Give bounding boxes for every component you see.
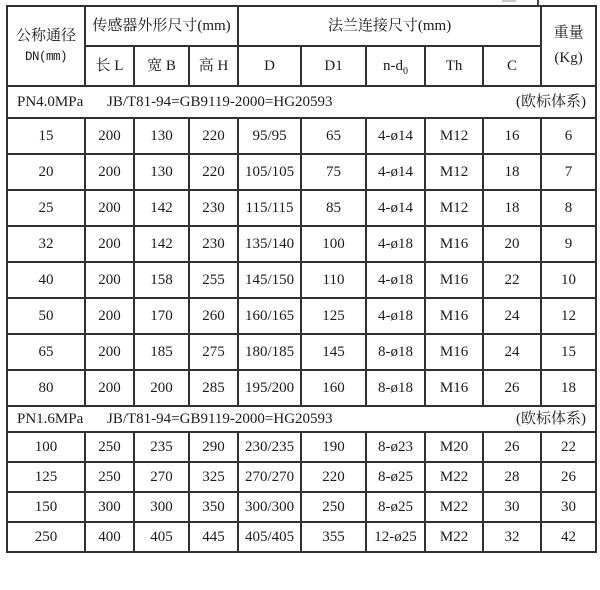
header-sensor-dimensions-group: 传感器外形尺寸(mm)	[85, 6, 238, 46]
table-row	[7, 298, 596, 334]
standard-codes-label: JB/T81-94=GB9119-2000=HG20593	[107, 93, 333, 110]
cell-D: 195/200	[238, 370, 301, 406]
cell-length-L: 250	[85, 462, 134, 492]
cell-width-B: 185	[134, 334, 189, 370]
cell-D1: 250	[301, 492, 366, 522]
cell-length-L: 300	[85, 492, 134, 522]
section-header-cell	[7, 86, 596, 118]
cell-C: 28	[483, 462, 541, 492]
section-header-cell	[7, 406, 596, 432]
header-col-D: D	[238, 46, 301, 86]
cell-C: 24	[483, 298, 541, 334]
cell-D: 160/165	[238, 298, 301, 334]
cell-Th: M16	[425, 370, 483, 406]
cell-height-H: 275	[189, 334, 238, 370]
cell-height-H: 445	[189, 522, 238, 552]
header-group-row	[7, 6, 596, 46]
cell-weight-kg: 8	[541, 190, 596, 226]
cell-weight-kg: 9	[541, 226, 596, 262]
cell-Th: M20	[425, 432, 483, 462]
table-row	[7, 154, 596, 190]
cell-C: 22	[483, 262, 541, 298]
cell-n-d0: 8-ø18	[366, 334, 425, 370]
cropped-text-artifact	[502, 0, 516, 2]
cell-width-B: 142	[134, 190, 189, 226]
standard-system-label: (欧标体系)	[516, 93, 587, 110]
cell-length-L: 200	[85, 262, 134, 298]
cell-n-d0: 8-ø18	[366, 370, 425, 406]
cell-n-d0: 4-ø14	[366, 118, 425, 154]
header-col-width-B: 宽 B	[134, 46, 189, 86]
cell-D1: 85	[301, 190, 366, 226]
cell-width-B: 235	[134, 432, 189, 462]
cell-D: 105/105	[238, 154, 301, 190]
cell-width-B: 270	[134, 462, 189, 492]
cell-length-L: 400	[85, 522, 134, 552]
section-header-content	[8, 410, 595, 429]
cell-weight-kg: 15	[541, 334, 596, 370]
cell-C: 32	[483, 522, 541, 552]
cell-length-L: 200	[85, 118, 134, 154]
cell-C: 18	[483, 190, 541, 226]
section-header-content	[8, 93, 595, 112]
cell-width-B: 130	[134, 154, 189, 190]
cell-dn: 250	[7, 522, 85, 552]
cell-D: 230/235	[238, 432, 301, 462]
cell-length-L: 200	[85, 370, 134, 406]
cell-length-L: 200	[85, 298, 134, 334]
header-col-n-d0	[366, 46, 425, 86]
cell-Th: M16	[425, 334, 483, 370]
table-row	[7, 190, 596, 226]
table-row	[7, 334, 596, 370]
cell-dn: 80	[7, 370, 85, 406]
table-row	[7, 370, 596, 406]
cell-length-L: 200	[85, 226, 134, 262]
cell-D1: 125	[301, 298, 366, 334]
cell-height-H: 325	[189, 462, 238, 492]
cell-D1: 100	[301, 226, 366, 262]
cell-weight-kg: 7	[541, 154, 596, 190]
cell-D1: 190	[301, 432, 366, 462]
cell-Th: M22	[425, 522, 483, 552]
pressure-rating-label: PN4.0MPa	[17, 93, 84, 110]
cell-dn: 25	[7, 190, 85, 226]
table-row	[7, 262, 596, 298]
cell-dn: 32	[7, 226, 85, 262]
cell-n-d0: 8-ø23	[366, 432, 425, 462]
pressure-rating-label: PN1.6MPa	[17, 410, 84, 427]
weight-label: 重量	[553, 25, 584, 42]
cell-width-B: 170	[134, 298, 189, 334]
cell-n-d0: 4-ø18	[366, 262, 425, 298]
cell-Th: M16	[425, 298, 483, 334]
header-col-length-L: 长 L	[85, 46, 134, 86]
cell-dn: 150	[7, 492, 85, 522]
cell-length-L: 200	[85, 190, 134, 226]
cell-Th: M16	[425, 226, 483, 262]
cell-Th: M12	[425, 190, 483, 226]
cell-weight-kg: 26	[541, 462, 596, 492]
cell-height-H: 260	[189, 298, 238, 334]
cell-C: 24	[483, 334, 541, 370]
cell-n-d0: 4-ø14	[366, 190, 425, 226]
cell-D1: 145	[301, 334, 366, 370]
header-col-height-H: 高 H	[189, 46, 238, 86]
cell-height-H: 285	[189, 370, 238, 406]
cell-D: 270/270	[238, 462, 301, 492]
table-row	[7, 118, 596, 154]
cell-D1: 65	[301, 118, 366, 154]
table-row	[7, 462, 596, 492]
nominal-diameter-label: 公称通径	[15, 27, 76, 44]
cell-Th: M22	[425, 462, 483, 492]
table-row	[7, 522, 596, 552]
cell-height-H: 350	[189, 492, 238, 522]
cell-dn: 50	[7, 298, 85, 334]
cell-length-L: 200	[85, 154, 134, 190]
cell-width-B: 142	[134, 226, 189, 262]
cell-n-d0: 4-ø14	[366, 154, 425, 190]
cell-dn: 125	[7, 462, 85, 492]
cell-weight-kg: 10	[541, 262, 596, 298]
cell-weight-kg: 42	[541, 522, 596, 552]
cell-D: 405/405	[238, 522, 301, 552]
header-col-D1: D1	[301, 46, 366, 86]
cell-D1: 220	[301, 462, 366, 492]
header-weight	[541, 6, 596, 86]
standard-system-label: (欧标体系)	[516, 410, 587, 427]
standard-codes-label: JB/T81-94=GB9119-2000=HG20593	[107, 410, 333, 427]
cell-height-H: 230	[189, 226, 238, 262]
cell-height-H: 220	[189, 154, 238, 190]
cell-width-B: 130	[134, 118, 189, 154]
header-sub-row	[7, 46, 596, 86]
cell-width-B: 158	[134, 262, 189, 298]
cell-D: 115/115	[238, 190, 301, 226]
cell-C: 26	[483, 370, 541, 406]
header-nominal-diameter	[7, 6, 85, 86]
cell-Th: M12	[425, 118, 483, 154]
table-row	[7, 492, 596, 522]
cell-length-L: 250	[85, 432, 134, 462]
cell-width-B: 405	[134, 522, 189, 552]
section-header-row	[7, 86, 596, 118]
cell-weight-kg: 12	[541, 298, 596, 334]
cell-dn: 65	[7, 334, 85, 370]
header-col-Th: Th	[425, 46, 483, 86]
cell-height-H: 220	[189, 118, 238, 154]
cell-width-B: 300	[134, 492, 189, 522]
weight-unit: (Kg)	[554, 50, 583, 66]
dimension-spec-table	[6, 5, 597, 553]
nominal-diameter-unit: DN(mm)	[24, 49, 67, 64]
cell-length-L: 200	[85, 334, 134, 370]
cell-weight-kg: 22	[541, 432, 596, 462]
section-header-row	[7, 406, 596, 432]
cell-height-H: 290	[189, 432, 238, 462]
cell-weight-kg: 6	[541, 118, 596, 154]
cell-n-d0: 12-ø25	[366, 522, 425, 552]
cell-weight-kg: 30	[541, 492, 596, 522]
cell-Th: M12	[425, 154, 483, 190]
cell-height-H: 255	[189, 262, 238, 298]
cell-C: 16	[483, 118, 541, 154]
header-col-C: C	[483, 46, 541, 86]
cell-D: 300/300	[238, 492, 301, 522]
cell-C: 26	[483, 432, 541, 462]
cell-D: 135/140	[238, 226, 301, 262]
cell-dn: 100	[7, 432, 85, 462]
table-body	[7, 86, 596, 552]
cell-C: 20	[483, 226, 541, 262]
cell-n-d0: 8-ø25	[366, 462, 425, 492]
cell-D: 145/150	[238, 262, 301, 298]
cell-weight-kg: 18	[541, 370, 596, 406]
cell-n-d0: 8-ø25	[366, 492, 425, 522]
table-row	[7, 432, 596, 462]
cell-D1: 160	[301, 370, 366, 406]
cell-Th: M16	[425, 262, 483, 298]
cell-C: 18	[483, 154, 541, 190]
cell-Th: M22	[425, 492, 483, 522]
cell-D1: 355	[301, 522, 366, 552]
header-flange-dimensions-group: 法兰连接尺寸(mm)	[238, 6, 541, 46]
cell-D: 95/95	[238, 118, 301, 154]
table-row	[7, 226, 596, 262]
cell-D1: 75	[301, 154, 366, 190]
cell-dn: 40	[7, 262, 85, 298]
cell-D: 180/185	[238, 334, 301, 370]
cell-width-B: 200	[134, 370, 189, 406]
cell-n-d0: 4-ø18	[366, 298, 425, 334]
cell-dn: 15	[7, 118, 85, 154]
cell-D1: 110	[301, 262, 366, 298]
n-d-subscript: 0	[403, 65, 409, 77]
cell-dn: 20	[7, 154, 85, 190]
cell-C: 30	[483, 492, 541, 522]
n-d-label: n-d	[383, 57, 404, 74]
cell-n-d0: 4-ø18	[366, 226, 425, 262]
cell-height-H: 230	[189, 190, 238, 226]
